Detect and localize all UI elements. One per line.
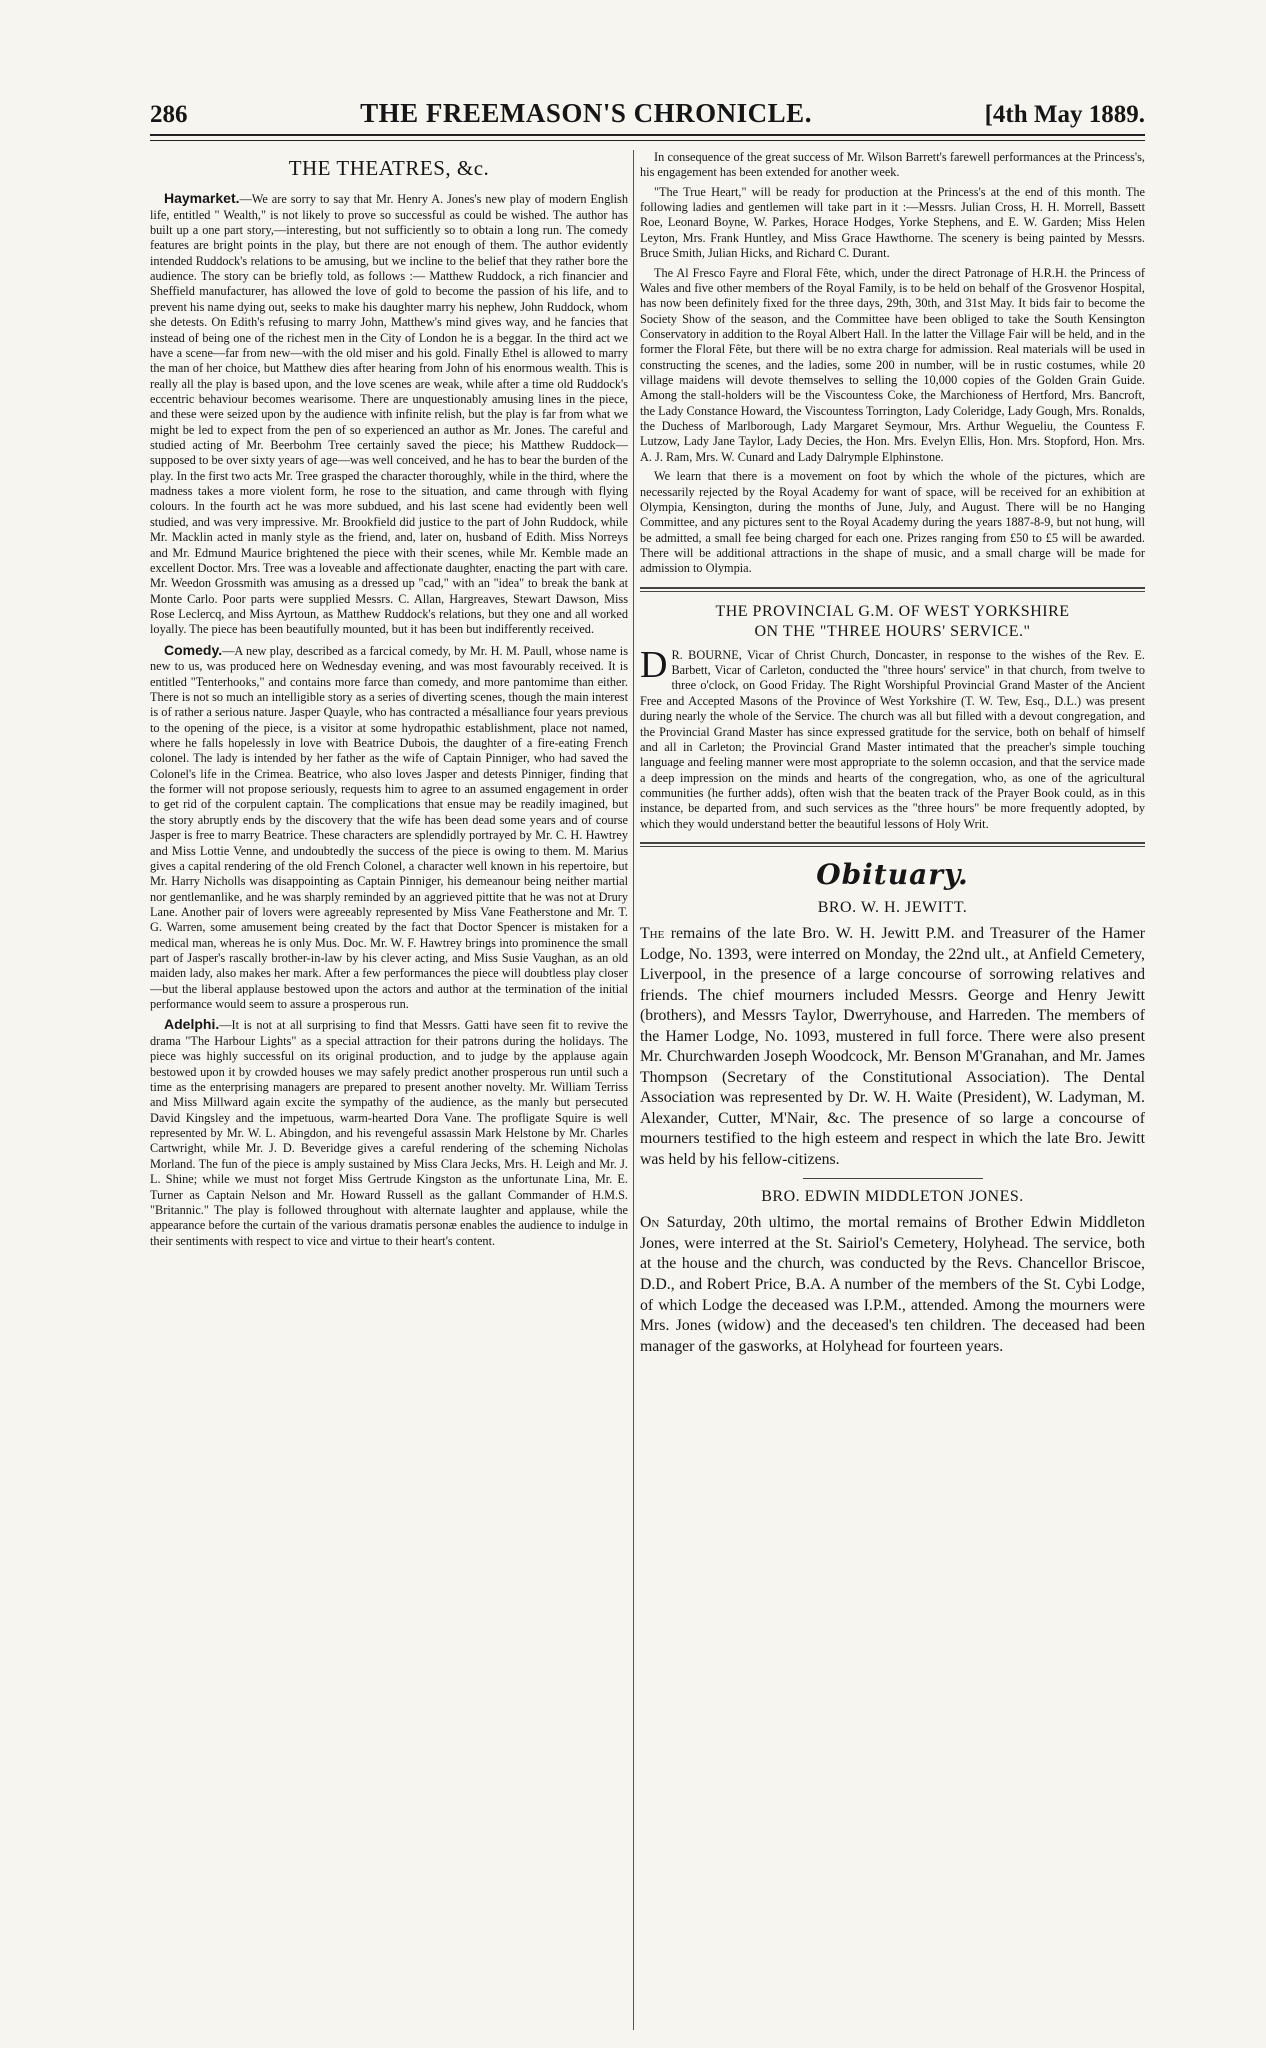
comedy-text: —A new play, described as a farcical comedy, by Mr. H. M. Paull, whose name is new to us, was produced here on Wednesday evening, and was most favourably received. It is entitled "Tenterhooks," and contains more farce than comedy, and more pantomime than either. There is not so much an intelligible story as a series of diverting scenes, though the main interest is of rather a serious nature. Jasper Quayle, who has contracted a mésalliance four years previous to the opening of the piece, is a visitor at some hydropathic establishment, place not named, where he falls hopelessly in love with Beatrice Dubois, the daughter of a fire-eating French colonel. The lady is intended by her father as the wife of Captain Pinniger, who had saved the Colonel's life in the Crimea. Beatrice, who also loves Jasper and detests Pinniger, finding that the former will not propose seriously, requests him to agree to an assumed engagement in order to get rid of the corpulent captain. The complications that ensue may be readily imagined, but the story abruptly ends by the discovery that the wife has been dead some years and of course Jasper is free to marry Beatrice. These characters are splendidly portrayed by Mr. C. H. Hawtrey and Miss Lottie Venne, and undoubtedly the success of the piece is owing to them. M. Marius gives a capital rendering of the old French Colonel, a character well known in his repertoire, but Mr. Harry Nicholls was disappointing as Captain Pinniger, his demeanour being neither martial nor gentlemanlike, and he was sharply reminded by an aggrieved pittite that he was not at Drury Lane. Another pair of lovers were agreeably represented by Miss Vane Featherstone and Mr. T. G. Warren, some amusement being created by the fact that Doctor Spencer is mistaken for a medical man, whereas he is only Mus. Doc. Mr. W. F. Hawtrey brings into prominence the small part of Jasper's rascally brother-in-law by his clever acting, and Miss Susie Vaughan, as an old maiden lady, also makes her mark. After a few performances the piece will doubtless play closer —but the liberal applause bestowed upon the actors and author at the termination of the initial performance would seem to assure a prosperous run. [150,643,628,1012]
barrett-paragraph: In consequence of the great success of Mr. Wilson Barrett's farewell performances at the Princess's, his engagement has been extended for another week. [640,150,1145,180]
drop-cap: D [640,643,668,686]
jones-heading: BRO. EDWIN MIDDLETON JONES. [761,1188,1024,1206]
right-column [640,150,1145,2030]
adelphi-review [150,1016,628,1249]
left-column [150,150,628,2030]
obituary-heading: Obituary. [816,858,969,892]
obituary-separator [803,1178,983,1179]
haymarket-review [150,190,628,638]
jewitt-lead: The [640,925,665,943]
section-rule [640,587,1145,592]
comedy-review [150,642,628,1013]
comedy-rubric: Comedy. [164,641,223,658]
jewitt-obituary [640,924,1145,1170]
jones-lead: On [640,1214,660,1232]
column-divider [633,150,634,2030]
obituary-rule [640,842,1145,847]
haymarket-text: —We are sorry to say that Mr. Henry A. Jones's new play of modern English life, entitled " Wealth," is not likely to prove so successful as could be wished. The author has built up a one part story,—interesting, but not sufficiently so to obtain a long run. The comedy features are bright points in the play, but there are not enough of them. The author evidently intended Ruddock's relations to be amusing, but we incline to the belief that they rather bore the audience. The story can be briefly told, as follows :— Matthew Ruddock, a rich financier and Sheffield manufacturer, has allowed the love of gold to become the passion of his life, and to prevent his name dying out, seeks to make his daughter marry his nephew, John Ruddock, whom she detests. On Edith's refusing to marry John, Matthew's mind gives way, and he fancies that instead of being one of the richest men in the City of London he is a beggar. In the third act we have a scene—far from new—with the old miser and his gold. Finally Ethel is allowed to marry the man of her choice, but Matthew dies after hearing from John of his enormous wealth. This is really all the play is based upon, and the love scenes are weak, while after a time old Ruddock's eccentric behaviour becomes wearisome. There are unquestionably amusing lines in the piece, and these were seized upon by the audience with infinite relish, but the play is far from what we might be led to expect from the pen of so experienced an author as Mr. Jones. The careful and studied acting of Mr. Beerbohm Tree certainly saved the piece; his Matthew Ruddock—supposed to be over sixty years of age—was well conceived, and he has to bear the burden of the play. In the first two acts Mr. Tree grasped the character thoroughly, while in the third, where the madness takes a more violent form, he rose to the situation, and came through with flying colours. In the fourth act he was more subdued, and his last scene had evidently been well studied, and was very impressive. Mr. Brookfield did justice to the part of John Ruddock, while Mr. Macklin acted in manly style as the friend, and, later on, husband of Edith. Miss Norreys and Mr. Edmund Maurice brightened the piece with their scenes, while Mr. Kemble made an excellent Doctor. Mrs. Tree was a loveable and affectionate daughter, enacting the part with care. Mr. Weedon Grossmith was amusing as a dressed up "cad," with an "idea" to break the bank at Monte Carlo. Poor parts were supplied Messrs. C. Allan, Hargreaves, Stewart Dawson, Miss Rose Leclercq, and Miss Ayrtoun, as Matthew Ruddock's relations, but they one and all worked loyally. The piece has been beautifully mounted, but it has been but indifferently received. [150,192,628,637]
provincial-text: R. BOURNE, Vicar of Christ Church, Doncaster, in response to the wishes of the Rev. E. Barbett, Vicar of Carleton, conducted the "three hours' service" in that church, from twelve to three o'clock, on Good Friday. The Right Worshipful Provincial Grand Master of the Ancient Free and Accepted Masons of the Province of West Yorkshire (T. W. Tew, Esq., D.L.) was present during nearly the whole of the Service. The church was all but filled with a devout congregation, and the Provincial Grand Master has since expressed gratitude for the service, both on behalf of himself and all in Carleton; the Provincial Grand Master intimated that the preacher's simple touching language and feeling manner were most appropriate to the solemn occasion, and that the service made a deep impression on the minds and hearts of the congregation, who, as one of the agricultural communities (he further adds), often wish that the beaten track of the Prayer Book could, as in this instance, be departed from, and such services as the "three hours" be more frequently adopted, by which they would understand better the beautiful lessons of Holy Writ. [640,647,1145,831]
adelphi-text: —It is not at all surprising to find that Messrs. Gatti have seen fit to revive the drama "The Harbour Lights" as a special attraction for their patrons during the holidays. The piece was highly successful on its original production, and to judge by the applause again bestowed upon it by crowded houses we may safely predict another prosperous run until such a time as the enterprising managers are prepared to present another novelty. Mr. William Terriss and Miss Millward again excite the sympathy of the audience, as the manly but persecuted David Kingsley and the impetuous, warm-hearted Dora Vane. The profligate Squire is well represented by Mr. W. L. Abingdon, and his revengeful assassin Mark Helstone by Mr. Charles Cartwright, while Mr. J. D. Beveridge gives a careful rendering of the scheming Nicholas Morland. The fun of the piece is amply sustained by Miss Clara Jecks, Mrs. H. Leigh and Mr. J. L. Shine; while we must not forget Miss Gertrude Kingston as the unfortunate Lina, Mr. E. Turner as Captain Nelson and Mr. Howard Russell as the gallant Commander of H.M.S. "Britannic." The play is followed throughout with alternate laughter and applause, while the appearance before the curtain of the various dramatis personæ enables the audience to indulge in their sentiments with respect to vice and virtue to their heart's content. [150,1018,628,1248]
jones-obituary [640,1213,1145,1357]
provincial-heading-line2: ON THE "THREE HOURS' SERVICE." [754,622,1031,640]
issue-date: [4th May 1889. [984,101,1145,128]
page-number: 286 [150,101,188,128]
adelphi-rubric: Adelphi. [164,1016,220,1033]
jewitt-text: remains of the late Bro. W. H. Jewitt P.M. and Treasurer of the Hamer Lodge, No. 1393, were interred on Monday, the 22nd ult., at Anfield Cemetery, Liverpool, in the presence of a large concourse of sorrowing relatives and friends. The chief mourners included Messrs. George and Henry Jewitt (brothers), and Messrs Taylor, Dwerryhouse, and Harreden. The members of the Hamer Lodge, No. 1093, mustered in full force. There were also present Mr. Churchwarden Joseph Woodcock, Mr. Benson M'Granahan, and Mr. James Thompson (Secretary of the Constitutional Association). The Dental Association was represented by Dr. W. H. Waite (President), W. Ladyman, M. Alexander, Cutter, M'Nair, &c. The presence of so large a concourse of mourners testified to the high esteem and respect in which the late Bro. Jewitt was held by his fellow-citizens. [640,925,1145,1168]
jewitt-heading: BRO. W. H. JEWITT. [817,899,968,917]
masthead-rule [150,134,1145,141]
fayre-paragraph: The Al Fresco Fayre and Floral Fête, which, under the direct Patronage of H.R.H. the Princess of Wales and five other members of the Royal Family, is to be held on behalf of the Grosvenor Hospital, has now been definitely fixed for the three days, 29th, 30th, and 31st May. It bids fair to become the Society Show of the season, and the Committee have been obliged to take the South Kensington Conservatory in addition to the Royal Albert Hall. In the latter the Village Fair will be held, and in the former the Floral Fête, but there will be no extra charge for admission. Real materials will be used in constructing the scenes, and the ladies, some 200 in number, will be in rustic costumes, while 20 village maidens will devote themselves to selling the 10,000 copies of the Golden Grain Guide. Among the stall-holders will be the Viscountess Coke, the Marchioness of Hertford, Mrs. Bancroft, the Lady Constance Howard, the Viscountess Torrington, Lady Coleridge, Lady Gough, Mrs. Ronalds, the Duchess of Marlborough, Lady Margaret Seymour, Mrs. Arthur Wegueliu, the Countess F. Lutzow, Lady Jane Taylor, Lady Decies, the Hon. Mrs. Evelyn Ellis, Hon. Mrs. Stopford, Hon. Mrs. A. J. Ram, Mrs. W. Cunard and Lady Dalrymple Elphinstone. [640,265,1145,464]
true-heart-paragraph: "The True Heart," will be ready for production at the Princess's at the end of this month. The following ladies and gentlemen will take part in it :—Messrs. Julian Cross, H. H. Morrell, Bassett Roe, Leonard Boyne, W. Parkes, Horace Hodges, Yorke Stephens, and E. W. Garden; Miss Helen Leyton, Mrs. Frank Huntley, and Miss Grace Hawthorne. The scenery is being painted by Messrs. Bruce Smith, Julian Hicks, and Richard C. Durant. [640,184,1145,261]
provincial-heading [640,602,1145,642]
jones-text: Saturday, 20th ultimo, the mortal remains of Brother Edwin Middleton Jones, were interred at the St. Sairiol's Cemetery, Holyhead. The service, both at the house and the church, was conducted by the Revs. Chancellor Briscoe, D.D., and Robert Price, B.A. A number of the members of the St. Cybi Lodge, of which Lodge the deceased was I.P.M., attended. Among the mourners were Mrs. Jones (widow) and the deceased's ten children. The deceased had been manager of the gasworks, at Holyhead for fourteen years. [640,1214,1145,1355]
provincial-article [640,643,1145,832]
theatres-heading: THE THEATRES, &c. [288,156,490,180]
publication-title: THE FREEMASON'S CHRONICLE. [360,98,812,128]
masthead [150,98,1145,134]
provincial-heading-line1: THE PROVINCIAL G.M. OF WEST YORKSHIRE [715,602,1070,620]
haymarket-rubric: Haymarket. [164,190,240,207]
olympia-paragraph: We learn that there is a movement on foot by which the whole of the pictures, which are necessarily rejected by the Royal Academy for want of space, will be received for an exhibition at Olympia, Kensington, during the months of June, July, and August. There will be no Hanging Committee, and any pictures sent to the Royal Academy during the years 1887-8-9, but not hung, will be admitted, a small fee being charged for each one. Prizes ranging from £50 to £5 will be awarded. There will be additional attractions in the shape of music, and a small charge will be made for admission to Olympia. [640,469,1145,576]
